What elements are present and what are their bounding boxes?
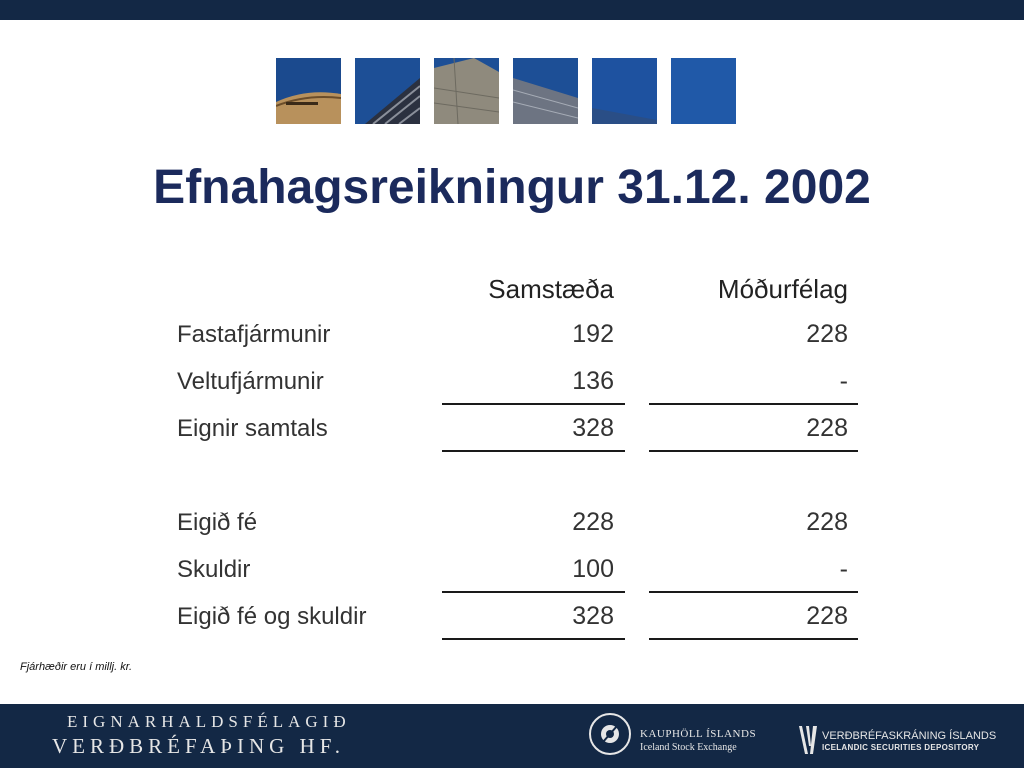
footer-bar: [0, 704, 1024, 768]
column-header-parent: Móðurfélag: [717, 274, 848, 304]
value-consolidated: 228: [572, 508, 614, 536]
subtotal-rule: [649, 403, 858, 405]
depository-logo-icon: [797, 724, 819, 763]
value-consolidated: 136: [572, 367, 614, 395]
value-parent: -: [839, 367, 848, 395]
row-label: Eignir samtals: [177, 415, 328, 442]
brand-line-2: VERÐBRÉFAÞING HF.: [52, 734, 345, 758]
depository-subtitle: ICELANDIC SECURITIES DEPOSITORY: [822, 743, 980, 752]
header-image-tile: [355, 58, 420, 124]
value-parent: 228: [806, 414, 848, 442]
exchange-subtitle: Iceland Stock Exchange: [640, 742, 737, 753]
header-image-tile: [671, 58, 736, 124]
row-label: Eigið fé og skuldir: [177, 603, 367, 630]
total-rule: [442, 450, 625, 452]
column-header-consolidated: Samstæða: [488, 274, 614, 304]
footnote: Fjárhæðir eru í millj. kr.: [20, 661, 133, 673]
subtotal-rule: [442, 403, 625, 405]
header-image-tile: [434, 58, 499, 124]
brand-line-1: EIGNARHALDSFÉLAGIÐ: [67, 712, 351, 731]
total-rule: [442, 638, 625, 640]
header-image-tile: [276, 58, 341, 124]
value-parent: 228: [806, 320, 848, 348]
subtotal-rule: [649, 591, 858, 593]
value-consolidated: 192: [572, 320, 614, 348]
depository-name: VERÐBRÉFASKRÁNING ÍSLANDS: [822, 730, 997, 742]
value-parent: 228: [806, 602, 848, 630]
value-consolidated: 100: [572, 555, 614, 583]
value-consolidated: 328: [572, 414, 614, 442]
header-image-tile: [592, 58, 657, 124]
header-image-strip: [276, 58, 746, 124]
top-bar: [0, 0, 1024, 20]
row-label: Veltufjármunir: [177, 368, 324, 395]
exchange-logo-icon: [589, 713, 631, 755]
total-rule: [649, 450, 858, 452]
total-rule: [649, 638, 858, 640]
slide-title: Efnahagsreikningur 31.12. 2002: [153, 161, 871, 214]
value-parent: 228: [806, 508, 848, 536]
value-consolidated: 328: [572, 602, 614, 630]
header-image-tile: [513, 58, 578, 124]
row-label: Fastafjármunir: [177, 321, 331, 348]
value-parent: -: [839, 555, 848, 583]
exchange-name: KAUPHÖLL ÍSLANDS: [640, 728, 757, 740]
row-label: Eigið fé: [177, 509, 258, 536]
row-label: Skuldir: [177, 556, 251, 583]
subtotal-rule: [442, 591, 625, 593]
